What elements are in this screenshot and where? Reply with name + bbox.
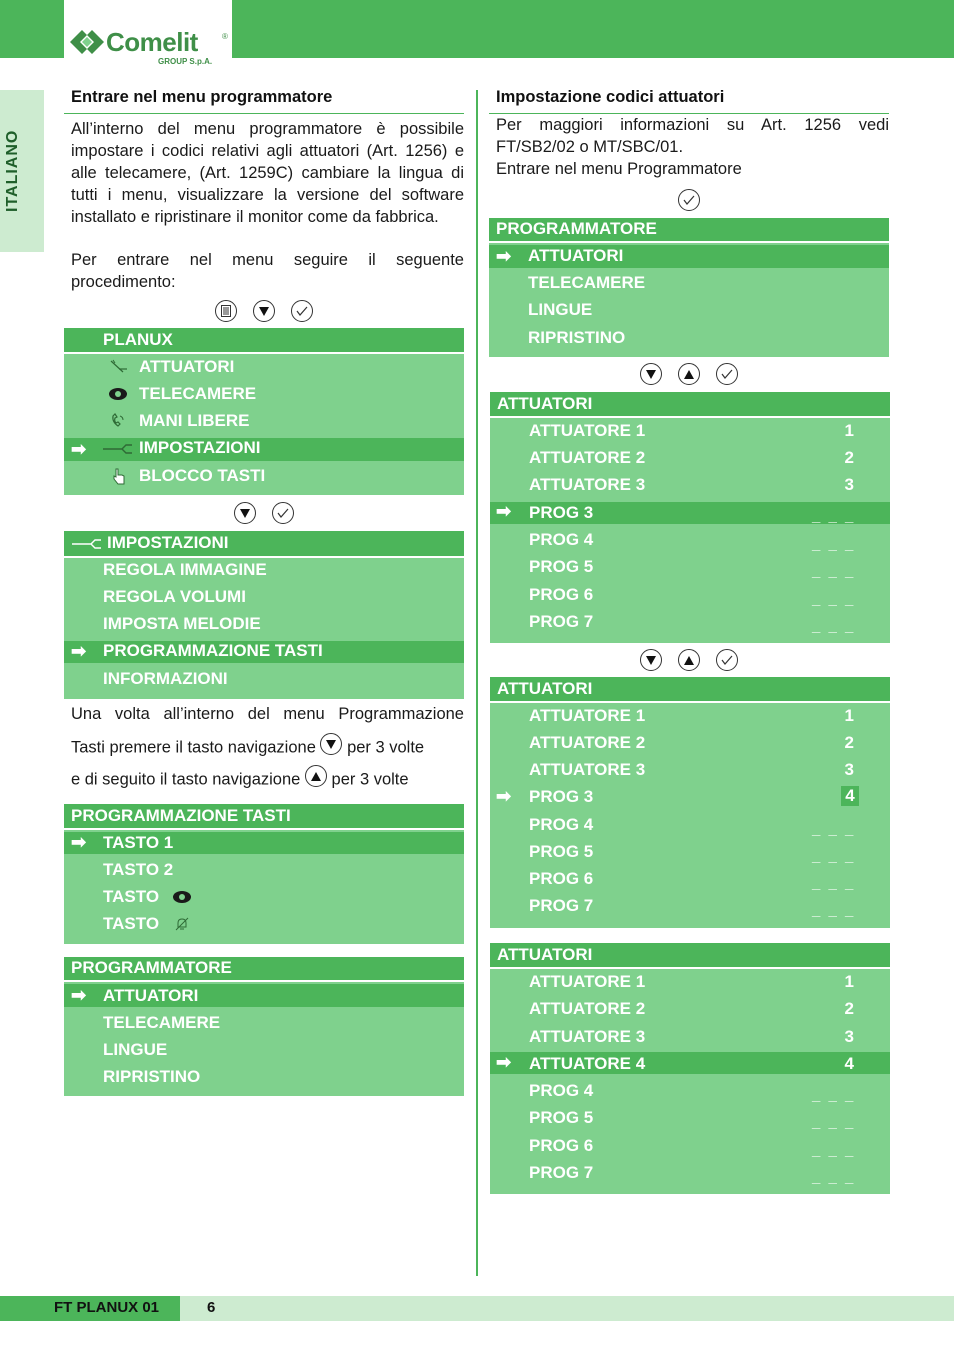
item-value-empty: _ _ _ [812,591,856,608]
menu-item-tasto-2[interactable]: TASTO 2 [103,860,174,879]
menu-attuatori-2 [490,677,890,928]
menu-attuatori-3 [490,943,890,1194]
right-intro-text: Per maggiori informazioni su Art. 1256 vedi FT/SB2/02 o MT/SBC/01. [496,116,889,156]
menu-icon [215,300,237,322]
selection-arrow-icon: ➡ [71,641,87,661]
menu-item-attuatori[interactable]: ATTUATORI [103,986,199,1005]
menu-item-prog-4[interactable]: PROG 4 [529,530,594,549]
menu-item-attuatore-1[interactable]: ATTUATORE 1 [529,421,646,440]
instruction-line-b [71,733,471,759]
menu-item-attuatori[interactable]: ATTUATORI [528,246,624,265]
item-value-empty: _ _ _ [812,902,856,919]
menu-item-impostazioni[interactable]: IMPOSTAZIONI [139,438,261,457]
menu-item-attuatore-3[interactable]: ATTUATORE 3 [529,1027,646,1046]
menu-item-attuatori[interactable]: ATTUATORI [139,357,235,376]
menu-item-attuatore-3[interactable]: ATTUATORE 3 [529,475,646,494]
menu-programmatore-left [64,957,464,1096]
item-value: 3 [844,1027,854,1046]
menu-header-label: PROGRAMMAZIONE TASTI [71,806,291,825]
menu-item-telecamere[interactable]: TELECAMERE [528,273,646,292]
menu-item-tasto-bell[interactable]: TASTO [103,914,160,933]
left-intro-text-2: Per entrare nel menu seguire il seguente procedimento: [71,251,464,291]
handsfree-icon [110,413,126,434]
wrench-icon [71,537,103,556]
logo-text: Comelit [106,27,198,57]
menu-impostazioni [64,531,464,699]
page-number: 6 [207,1299,216,1316]
menu-item-tasto-1[interactable]: TASTO 1 [103,833,174,852]
menu-item-prog-5[interactable]: PROG 5 [529,842,594,861]
instruction-text-c2: per 3 volte [331,770,409,789]
menu-header-label: IMPOSTAZIONI [107,533,229,552]
item-value-empty: _ _ _ [812,1142,856,1159]
menu-item-prog-7[interactable]: PROG 7 [529,896,594,915]
menu-item-attuatore-2[interactable]: ATTUATORE 2 [529,999,646,1018]
down-arrow-icon [234,502,256,524]
menu-item-prog-6[interactable]: PROG 6 [529,585,594,604]
selection-arrow-icon: ➡ [71,985,87,1005]
check-icon [716,649,738,671]
camera-icon [172,890,192,909]
selection-arrow-icon: ➡ [71,832,87,852]
up-arrow-icon [678,363,700,385]
menu-item-telecamere[interactable]: TELECAMERE [103,1013,221,1032]
menu-item-regola-volumi[interactable]: REGOLA VOLUMI [103,587,246,606]
down-arrow-icon [640,363,662,385]
menu-item-attuatore-1[interactable]: ATTUATORE 1 [529,972,646,991]
instruction-text-c1: e di seguito il tasto navigazione [71,770,301,789]
left-title-rule [64,113,464,114]
menu-header-label: ATTUATORI [497,945,593,964]
menu-programmazione-tasti [64,804,464,944]
menu-item-prog-6[interactable]: PROG 6 [529,869,594,888]
item-value: 1 [844,421,854,440]
check-icon [716,363,738,385]
nav-sequence-4 [640,363,738,385]
nav-sequence-5 [640,649,738,671]
nav-sequence-1 [215,300,313,322]
footer-bar [0,1296,954,1321]
item-value-empty: _ _ _ [812,563,856,580]
instruction-line-c [71,765,471,791]
menu-header-label: PROGRAMMATORE [71,958,232,977]
menu-item-imposta-melodie[interactable]: IMPOSTA MELODIE [103,614,261,633]
menu-programmatore-right [489,218,889,357]
item-value: 2 [844,448,854,467]
item-value-empty: _ _ _ [812,618,856,635]
column-divider [476,90,478,1276]
item-value: 1 [844,706,854,725]
menu-item-tasto-camera[interactable]: TASTO [103,887,160,906]
wrench-icon [102,442,134,461]
instruction-text-b1: Tasti premere il tasto navigazione [71,738,316,757]
menu-header-label: ATTUATORI [497,679,593,698]
menu-item-prog-4[interactable]: PROG 4 [529,815,594,834]
item-value-empty: _ _ _ [812,821,856,838]
menu-item-lingue[interactable]: LINGUE [528,300,593,319]
menu-item-ripristino[interactable]: RIPRISTINO [528,328,626,347]
menu-item-programmazione-tasti[interactable]: PROGRAMMAZIONE TASTI [103,641,323,660]
menu-item-prog-5[interactable]: PROG 5 [529,557,594,576]
menu-item-attuatore-1[interactable]: ATTUATORE 1 [529,706,646,725]
menu-header-label: PROGRAMMATORE [496,219,657,238]
up-arrow-icon [305,765,327,787]
check-icon [291,300,313,322]
menu-item-prog-3[interactable]: PROG 3 [529,787,594,806]
menu-item-mani-libere[interactable]: MANI LIBERE [139,411,250,430]
down-arrow-icon [320,733,342,755]
menu-item-prog-3[interactable]: PROG 3 [529,503,594,522]
menu-item-attuatore-2[interactable]: ATTUATORE 2 [529,448,646,467]
item-value: 3 [844,475,854,494]
selection-arrow-icon: ➡ [71,439,87,459]
down-arrow-icon [640,649,662,671]
comelit-logo-icon [70,30,104,54]
logo [64,0,232,70]
menu-item-attuatore-3[interactable]: ATTUATORE 3 [529,760,646,779]
logo-subtitle: GROUP S.p.A. [158,57,213,66]
menu-planux [64,328,464,495]
menu-item-prog-7[interactable]: PROG 7 [529,612,594,631]
menu-header-label: PLANUX [103,330,173,349]
item-value: 1 [844,972,854,991]
menu-item-blocco-tasti[interactable]: BLOCCO TASTI [139,466,266,485]
instruction-text-a: Una volta all’interno del menu Programmazione [71,705,464,723]
menu-item-ripristino[interactable]: RIPRISTINO [103,1067,201,1086]
nav-sequence-2 [234,502,294,524]
menu-item-telecamere[interactable]: TELECAMERE [139,384,257,403]
left-section-title: Entrare nel menu programmatore [71,88,333,106]
bell-off-icon [175,917,189,936]
footer-doc-code: FT PLANUX 01 [54,1299,160,1316]
down-arrow-icon [253,300,275,322]
item-value: 4 [844,1054,854,1073]
item-value-empty: _ _ _ [812,1114,856,1131]
menu-item-prog-6[interactable]: PROG 6 [529,1136,594,1155]
selection-arrow-icon: ➡ [496,1052,512,1072]
up-arrow-icon [678,649,700,671]
menu-item-regola-immagine[interactable]: REGOLA IMMAGINE [103,560,267,579]
menu-item-lingue[interactable]: LINGUE [103,1040,168,1059]
item-value-empty: _ _ _ [812,1169,856,1186]
right-section-title: Impostazione codici attuatori [496,88,725,106]
menu-attuatori-1 [490,392,890,643]
menu-header-label: ATTUATORI [497,394,593,413]
right-intro-text-2: Entrare nel menu Programmatore [496,160,742,178]
instruction-text-b2: per 3 volte [347,738,425,757]
menu-item-prog-7[interactable]: PROG 7 [529,1163,594,1182]
check-icon [678,189,700,211]
item-value-empty: _ _ _ [812,875,856,892]
item-value-editing[interactable]: 4 [841,786,859,806]
nav-sequence-3 [678,189,700,211]
item-value: 3 [844,760,854,779]
selection-arrow-icon: ➡ [496,501,512,521]
item-value-empty: _ _ _ [812,848,856,865]
hand-lock-icon [112,467,126,490]
camera-icon [108,387,128,406]
menu-item-informazioni[interactable]: INFORMAZIONI [103,669,228,688]
left-intro-text: All’interno del menu programmatore è possibile impostare i codici relativi agli attuatori (Art. 1256) e alle telecamere, (Art. 1259C) cambiare la lingua di tutti i menu, visualizzare la versione del software installato e ripristinare il monitor come da fabbrica. [71,120,464,226]
menu-item-attuatore-4[interactable]: ATTUATORE 4 [529,1054,646,1073]
menu-item-prog-4[interactable]: PROG 4 [529,1081,594,1100]
logo-registered: ® [222,32,228,41]
item-value-empty: _ _ _ [812,508,856,525]
item-value-empty: _ _ _ [812,536,856,553]
item-value-empty: _ _ _ [812,1087,856,1104]
actuator-icon [109,359,129,380]
check-icon [272,502,294,524]
menu-item-attuatore-2[interactable]: ATTUATORE 2 [529,733,646,752]
selection-arrow-icon: ➡ [496,246,512,266]
item-value: 2 [844,733,854,752]
selection-arrow-icon: ➡ [496,786,512,806]
item-value: 2 [844,999,854,1018]
language-tab-label: ITALIANO [4,129,21,212]
menu-item-prog-5[interactable]: PROG 5 [529,1108,594,1127]
